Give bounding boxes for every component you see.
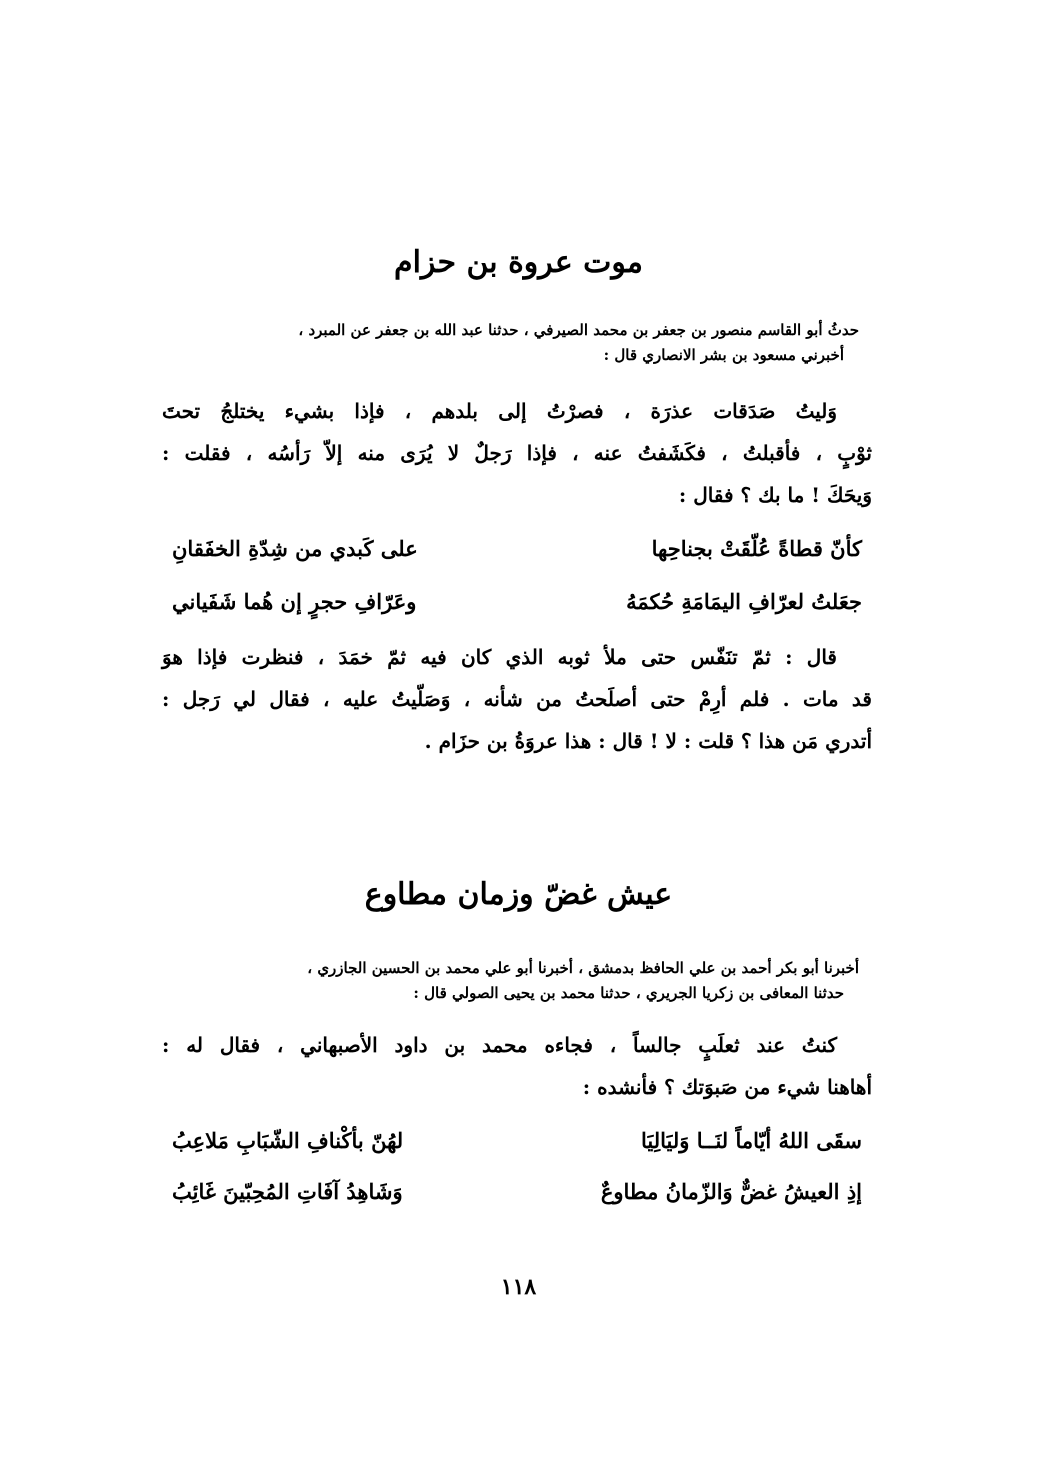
isnad-line: حدثنا المعافى بن زكريا الجريري ، حدثنا محمد بن يحيى الصولي قال : [413, 984, 844, 1002]
isnad-line: حدثُ أبو القاسم منصور بن جعفر بن محمد الصيرفي ، حدثنا عبد الله بن جعفر عن المبرد ، [298, 321, 859, 339]
verse-line [172, 580, 862, 624]
verse-first-hemistich: سقَى اللهُ أيّاماً لنَــا وَليَالِيَا [641, 1128, 862, 1153]
text-line: وَيحَكَ ! ما بك ؟ فقال : [678, 483, 872, 507]
verse-second-hemistich: وَشَاهِدُ آفَاتِ المُحِبّينَ غَائِبُ [172, 1179, 403, 1204]
verse-second-hemistich: وعَرّافِ حجرٍ إن هُما شَفَياني [172, 589, 417, 614]
verse-line [172, 1119, 862, 1163]
section1-isnad [159, 318, 859, 368]
section1-title: موت عروة بن حزام [394, 245, 643, 280]
verse-first-hemistich: كأنّ قطاةً عُلّقَتْ بجناحِها [651, 536, 862, 561]
text-line: قال : ثمّ تنَفّس حتى ملأ ثوبه الذي كان فيه ثمّ خمَدَ ، فنظرت فإذا هوَ [162, 645, 837, 669]
text-line: ثوْبٍ ، فأقبلتُ ، فكَشَفتُ عنه ، فإذا رَجلٌ لا يُرَى منه إلاّ رَأسُه ، فقلت : [162, 441, 872, 465]
verse-second-hemistich: لهُنّ بأكْنافِ الشّبَابِ مَلاعِبُ [172, 1128, 404, 1153]
text-line: أتدري مَن هذا ؟ قلت : لا ! قال : هذا عروَةُ بن حزَام . [424, 729, 872, 753]
verse-line [172, 527, 862, 571]
text-line: أهاهنا شيء من صَبوَتك ؟ فأنشده : [582, 1075, 872, 1099]
text-line: كنتُ عند ثعلَبٍ جالساً ، فجاءه محمد بن داود الأصبهاني ، فقال له : [162, 1033, 837, 1057]
page-number: ١١٨ [500, 1274, 537, 1300]
section2-isnad [159, 956, 859, 1006]
section1-paragraph2 [162, 636, 872, 762]
section2-title: عيش غضّ وزمان مطاوع [364, 877, 673, 912]
text-line: وَليتُ صَدَقات عذرَة ، فصرْتُ إلى بلدهم ، فإذا بشيء يختلجُ تحتَ [162, 399, 837, 423]
text-line: قد مات . فلم أرِمْ حتى أصلَحتُ من شأنه ، وَصَلّيتُ عليه ، فقال لي رَجل : [162, 687, 872, 711]
verse-second-hemistich: على كَبدي من شِدّةِ الخفَقانِ [172, 536, 418, 561]
verse-line [172, 1170, 862, 1214]
section1-paragraph1 [162, 390, 872, 516]
verse-first-hemistich: إذِ العيشُ غضٌّ وَالزّمانُ مطاوعٌ [600, 1179, 862, 1204]
isnad-line: أخبرنا أبو بكر أحمد بن علي الحافظ بدمشق ، أخبرنا أبو علي محمد بن الحسين الجازري ، [307, 959, 859, 977]
verse-first-hemistich: جعَلتُ لعرّافِ اليمَامَةِ حُكمَهُ [626, 589, 862, 614]
section2-paragraph [162, 1024, 872, 1108]
isnad-line: أخبرني مسعود بن بشر الانصاري قال : [603, 346, 844, 364]
